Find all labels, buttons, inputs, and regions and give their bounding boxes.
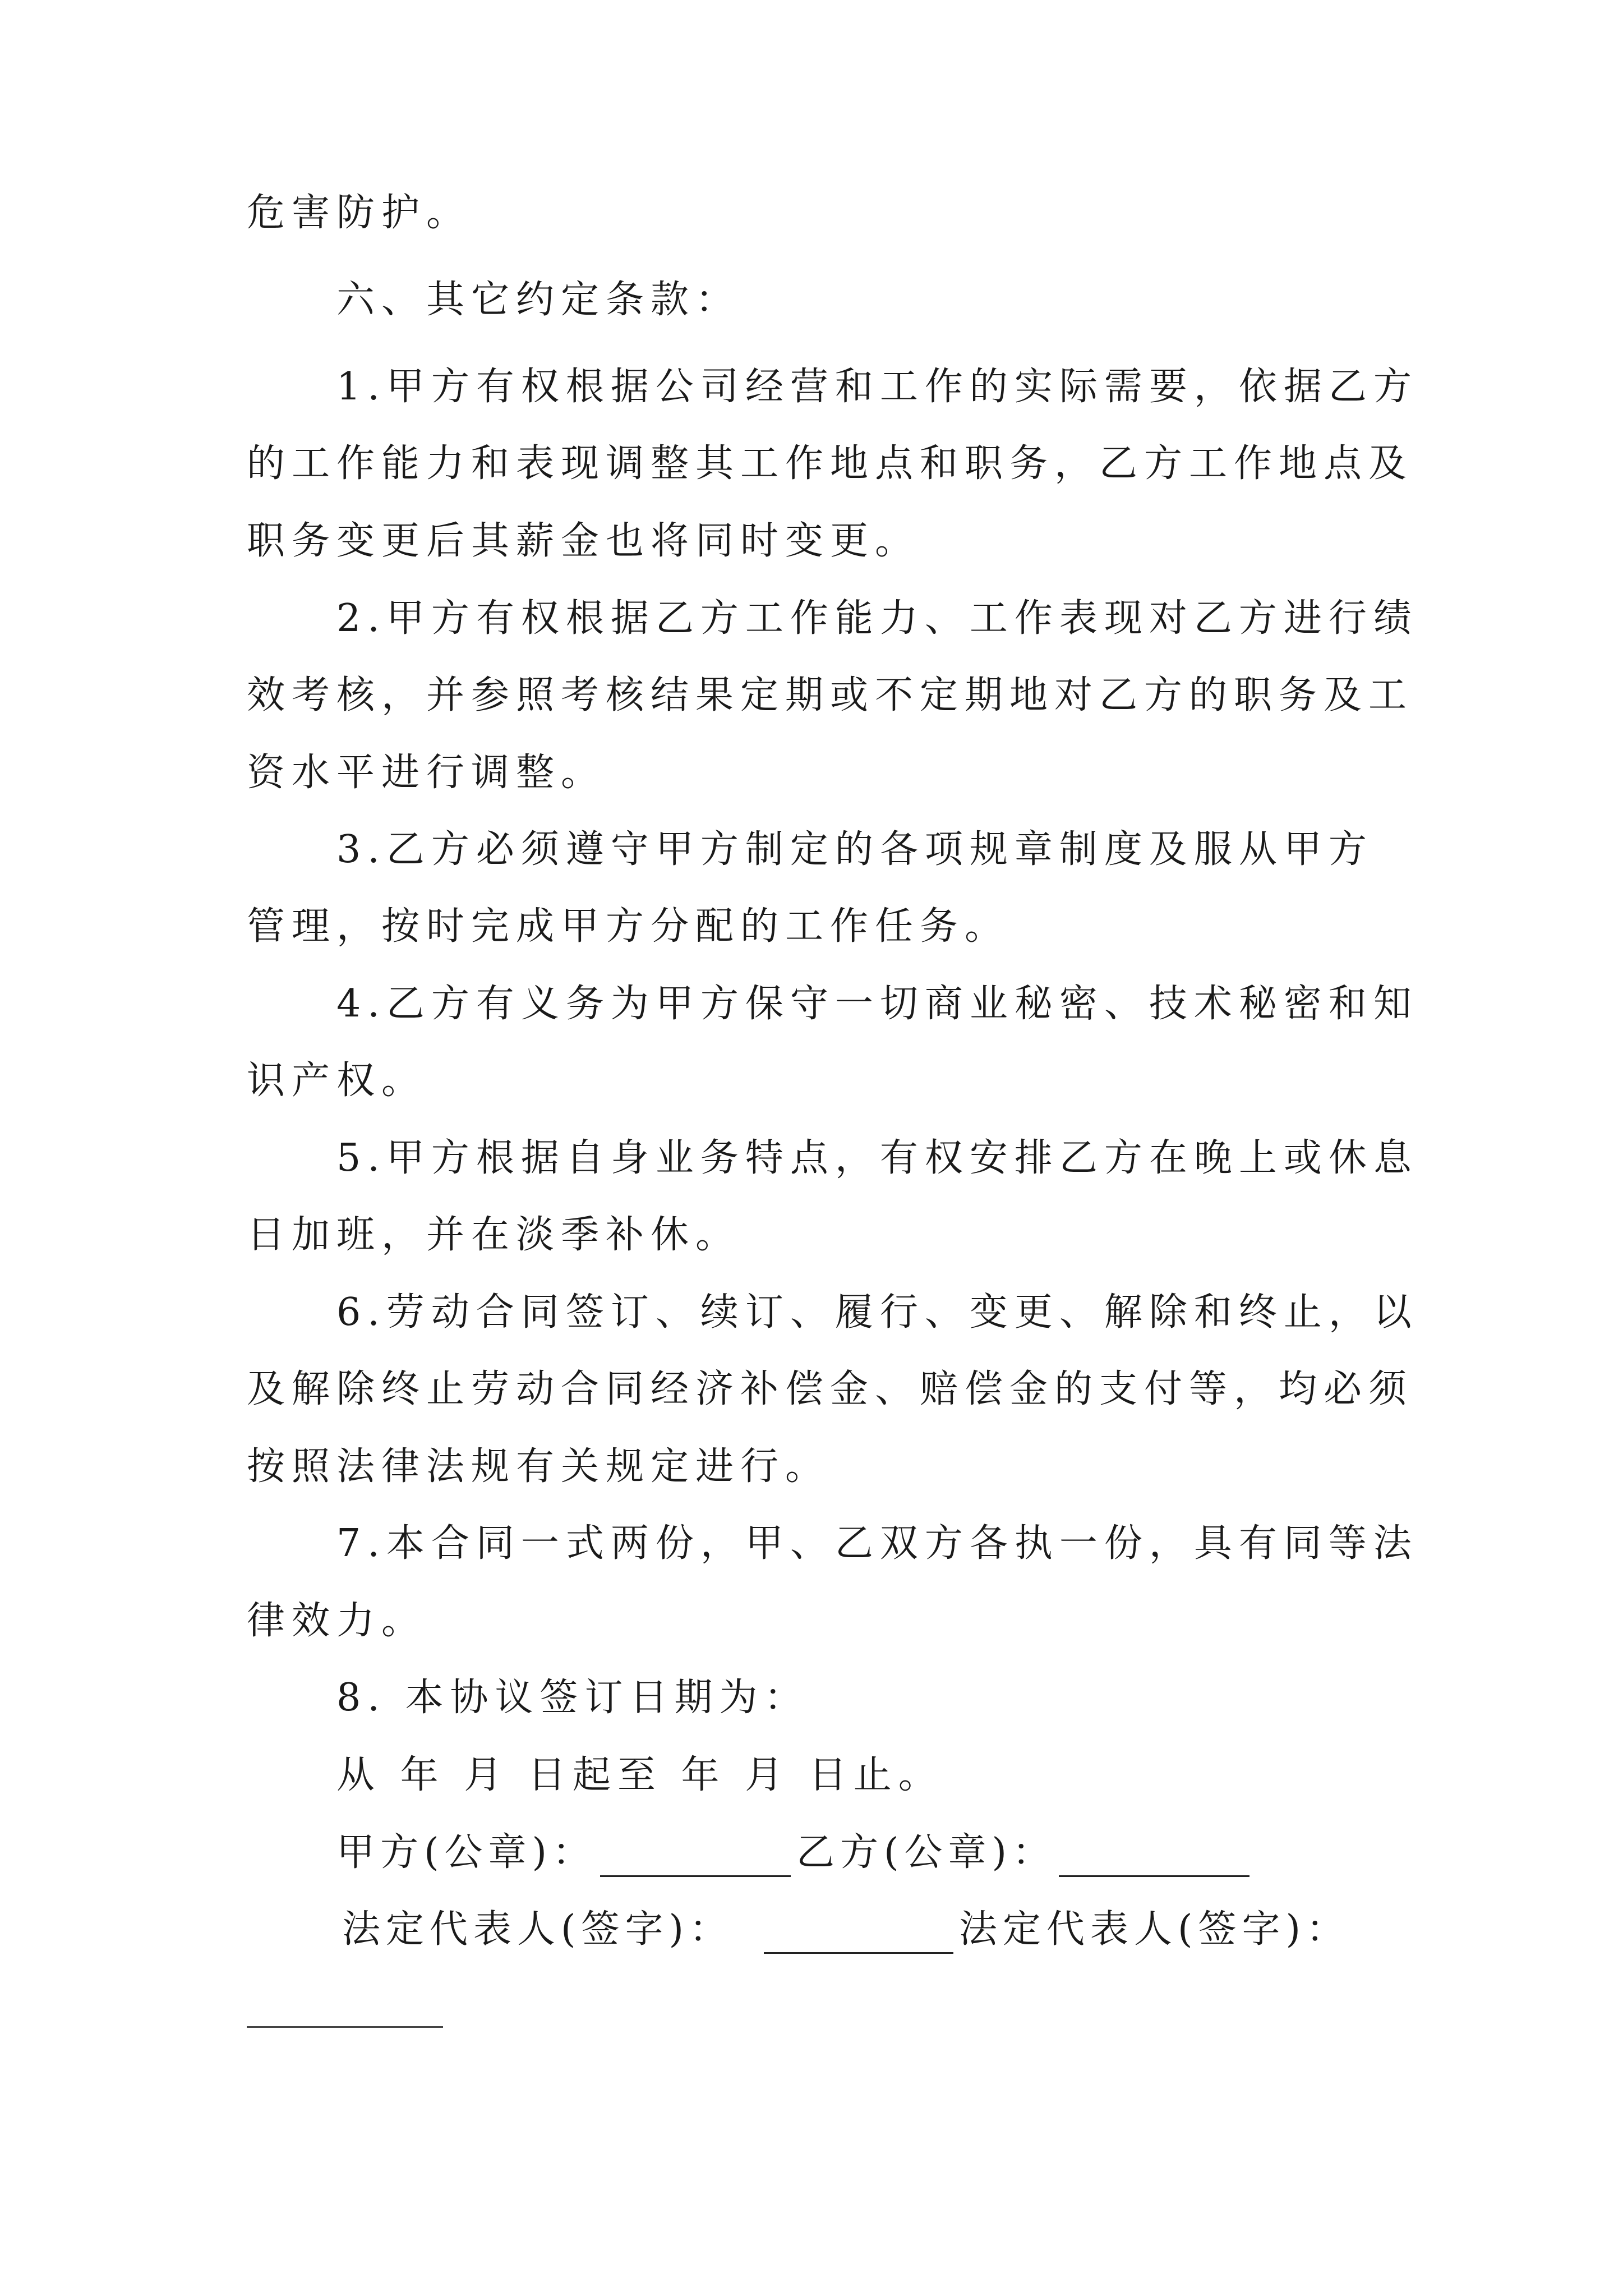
clause-4-line-2: 识产权。 xyxy=(247,1059,427,1103)
footnote-rule xyxy=(247,2026,443,2028)
clause-7-line-1: 7.本合同一式两份，甲、乙双方各执一份，具有同等法 xyxy=(336,1521,1418,1566)
section-heading: 六、其它约定条款： xyxy=(336,278,741,322)
clause-8-line-1: 8. 本协议签订日期为： xyxy=(336,1676,809,1720)
clause-2-line-1: 2.甲方有权根据乙方工作能力、工作表现对乙方进行绩 xyxy=(336,596,1418,641)
clause-5-line-1: 5.甲方根据自身业务特点，有权安排乙方在晚上或休息 xyxy=(336,1136,1418,1180)
clause-5-line-2: 日加班，并在淡季补休。 xyxy=(247,1213,741,1257)
clause-6-line-3: 按照法律法规有关规定进行。 xyxy=(247,1444,831,1489)
party-b-seal-blank xyxy=(1059,1875,1249,1877)
clause-7-line-2: 律效力。 xyxy=(247,1599,427,1643)
clause-3-line-2: 管理，按时完成甲方分配的工作任务。 xyxy=(247,904,1010,949)
clause-2-line-3: 资水平进行调整。 xyxy=(247,751,606,795)
clause-3-line-1: 3.乙方必须遵守甲方制定的各项规章制度及服从甲方 xyxy=(336,827,1373,872)
party-a-rep-label: 法定代表人(签字)： xyxy=(342,1907,734,1952)
clause-2-line-2: 效考核，并参照考核结果定期或不定期地对乙方的职务及工 xyxy=(247,673,1414,717)
party-a-seal-blank xyxy=(600,1875,791,1877)
clause-1-line-1: 1.甲方有权根据公司经营和工作的实际需要，依据乙方 xyxy=(336,365,1418,409)
clause-1-line-3: 职务变更后其薪金也将同时变更。 xyxy=(247,519,920,563)
party-a-seal-label: 甲方(公章)： xyxy=(336,1830,597,1875)
party-a-rep-blank xyxy=(764,1952,953,1954)
clause-6-line-2: 及解除终止劳动合同经济补偿金、赔偿金的支付等，均必须 xyxy=(247,1367,1414,1411)
party-b-rep-label: 法定代表人(签字)： xyxy=(959,1907,1350,1952)
clause-6-line-1: 6.劳动合同签订、续订、履行、变更、解除和终止，以 xyxy=(336,1290,1418,1335)
clause-4-line-1: 4.乙方有义务为甲方保守一切商业秘密、技术秘密和知 xyxy=(336,982,1418,1026)
text-line: 危害防护。 xyxy=(247,191,472,235)
party-b-seal-label: 乙方(公章)： xyxy=(796,1830,1057,1875)
date-range-line: 从 年 月 日起至 年 月 日止。 xyxy=(336,1753,943,1797)
clause-1-line-2: 的工作能力和表现调整其工作地点和职务，乙方工作地点及 xyxy=(247,441,1414,486)
